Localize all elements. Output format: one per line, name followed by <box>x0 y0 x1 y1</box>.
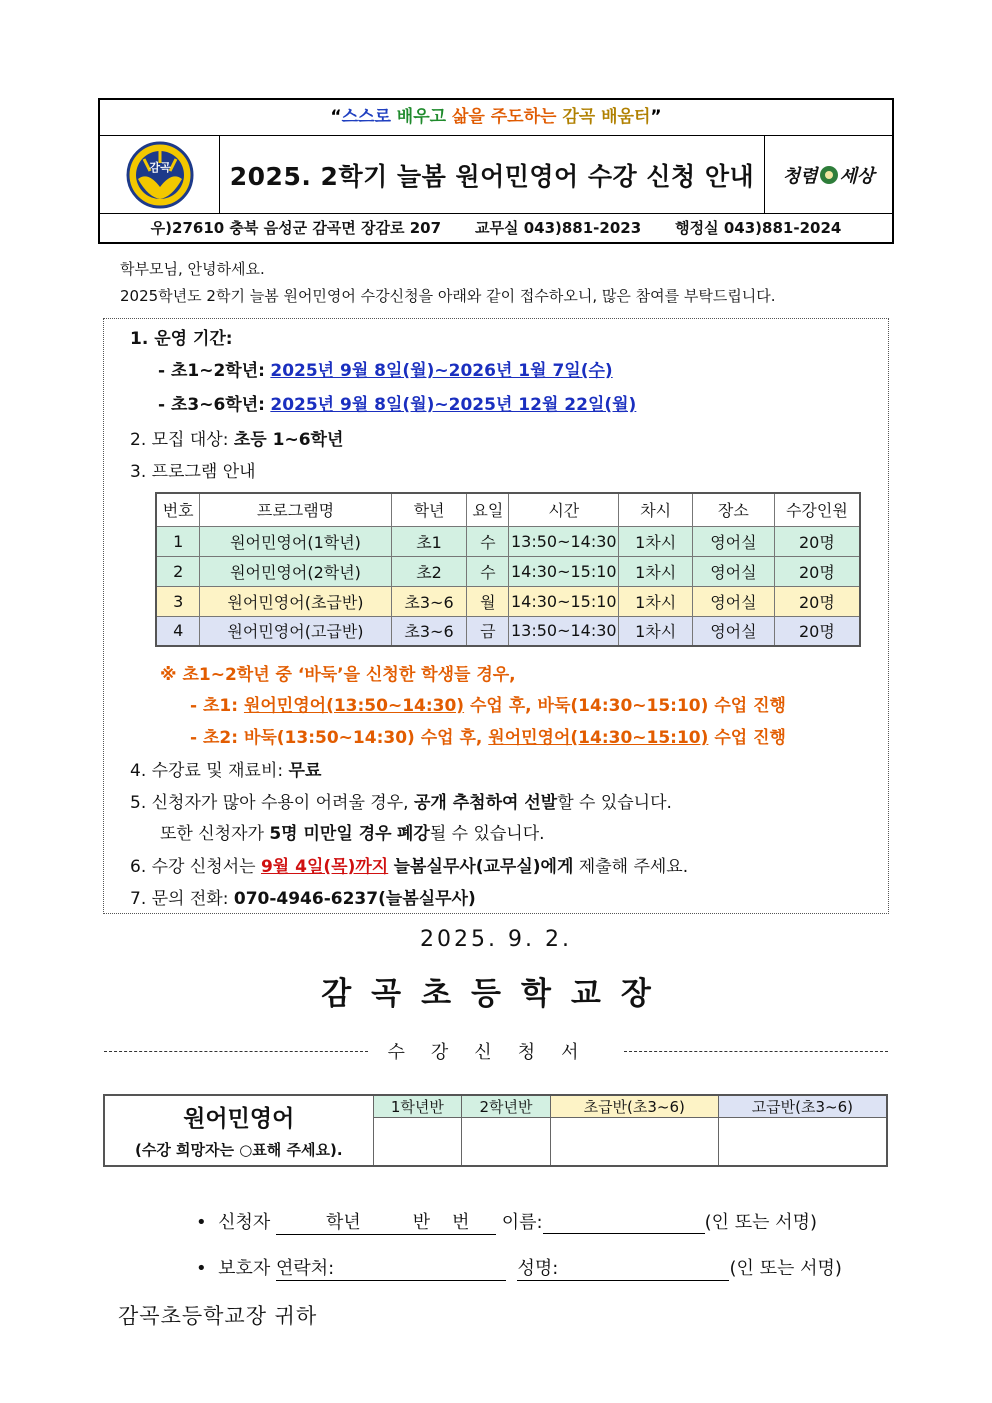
period-label: 1. 운영 기간: <box>130 329 233 349</box>
school-emblem <box>100 136 220 213</box>
integrity-flower-icon <box>818 164 840 186</box>
addressee: 감곡초등학교장 귀하 <box>118 1304 318 1328</box>
header-cell: 시간 <box>509 493 619 526</box>
guardian-contact-field[interactable]: 연락처: <box>276 1254 506 1281</box>
emblem-text: 감곡 <box>148 160 171 174</box>
application-title: 수강신청서 <box>387 1042 605 1063</box>
header-cell: 수강인원 <box>774 493 860 526</box>
period-upper-dates: 2025년 9월 8일(월)~2025년 12월 22일(월) <box>270 395 637 415</box>
period-upper: - 초3~6학년: 2025년 9월 8일(월)~2025년 12월 22일(월) <box>158 395 637 415</box>
application-separator <box>104 1038 888 1064</box>
class-checkbox-1[interactable] <box>373 1118 462 1166</box>
contact-line: 7. 문의 전화: 070-4946-6237(늘봄실무사) <box>130 889 476 909</box>
header-cell: 장소 <box>693 493 775 526</box>
program-heading: 3. 프로그램 안내 <box>130 462 256 482</box>
program-table <box>155 492 861 647</box>
table-row: 1 원어민영어(1학년) 초1 수 13:50~14:30 1차시 영어실 20명 <box>156 526 860 556</box>
greeting-line-2: 2025학년도 2학기 늘봄 원어민영어 수강신청을 아래와 같이 접수하오니, 많은 참여를 부탁드립니다. <box>120 287 776 305</box>
slogan-part: ” <box>650 107 662 127</box>
header-cell: 프로그램명 <box>200 493 391 526</box>
applicant-row: • 신청자 학년 반 번 이름: (인 또는 서명) <box>196 1208 817 1235</box>
table-header-row <box>156 493 860 526</box>
deadline-line: 6. 수강 신청서는 9월 4일(목)까지 늘봄실무사(교무실)에게 제출해 주세요. <box>130 857 689 877</box>
greeting-line-1: 학부모님, 안녕하세요. <box>120 260 265 278</box>
office-phone: 교무실 043)881-2023 <box>475 219 642 237</box>
class-header: 1학년반 <box>373 1095 462 1118</box>
slogan-part: “ <box>330 107 342 127</box>
letterhead <box>98 98 894 244</box>
subject-instruction: (수강 희망자는 ○표해 주세요). <box>134 1141 343 1160</box>
header-cell: 학년 <box>391 493 467 526</box>
baduk-note-head: ※ 초1~2학년 중 ‘바둑’을 신청한 학생들 경우, <box>160 665 516 685</box>
header-cell: 요일 <box>467 493 509 526</box>
deadline-date: 9월 4일(목)까지 <box>260 857 389 877</box>
header-cell: 차시 <box>619 493 693 526</box>
application-table <box>103 1094 888 1167</box>
class-header: 초급반(초3~6) <box>550 1095 718 1118</box>
principal-name: 감곡초등학교장 <box>321 976 671 1012</box>
guardian-row: • 보호자 연락처: 성명: (인 또는 서명) <box>196 1254 842 1281</box>
class-checkbox-3[interactable] <box>550 1118 718 1166</box>
period-lower: - 초1~2학년: 2025년 9월 8일(월)~2026년 1월 7일(수) <box>158 361 613 381</box>
subject-cell <box>104 1095 373 1166</box>
table-row: 2 원어민영어(2학년) 초2 수 14:30~15:10 1차시 영어실 20명 <box>156 556 860 586</box>
admin-phone: 행정실 043)881-2024 <box>675 219 842 237</box>
school-slogan <box>100 100 892 136</box>
cancellation-line: 또한 신청자가 5명 미만일 경우 폐강될 수 있습니다. <box>160 824 545 844</box>
target-line: 2. 모집 대상: 초등 1~6학년 <box>130 430 344 450</box>
fee-line: 4. 수강료 및 재료비: 무료 <box>130 761 322 781</box>
class-header: 고급반(초3~6) <box>718 1095 887 1118</box>
class-checkbox-2[interactable] <box>462 1118 551 1166</box>
class-header: 2학년반 <box>462 1095 551 1118</box>
class-checkbox-4[interactable] <box>718 1118 887 1166</box>
slogan-part: 배우고 <box>396 107 447 127</box>
slogan-part: 삶을 주도하는 <box>452 107 557 127</box>
applicant-grade-field[interactable]: 학년 반 번 <box>276 1208 496 1235</box>
integrity-logo <box>764 136 892 213</box>
table-row: 4 원어민영어(고급반) 초3~6 금 13:50~14:30 1차시 영어실 20명 <box>156 616 860 646</box>
integrity-logo-right: 세상 <box>839 165 875 187</box>
issue-date: 2025. 9. 2. <box>420 927 572 952</box>
baduk-note-1: - 초1: 원어민영어(13:50~14:30) 수업 후, 바둑(14:30~15:10) 수업 진행 <box>190 696 786 716</box>
integrity-logo-left: 청렴 <box>782 165 818 187</box>
table-row: 3 원어민영어(초급반) 초3~6 월 14:30~15:10 1차시 영어실 20명 <box>156 586 860 616</box>
slogan-part: 스스로 <box>341 107 391 127</box>
baduk-note-2: - 초2: 바둑(13:50~14:30) 수업 후, 원어민영어(14:30~15:10) 수업 진행 <box>190 728 786 748</box>
school-address: 우)27610 충북 음성군 감곡면 장감로 207 <box>150 219 442 237</box>
period-lower-dates: 2025년 9월 8일(월)~2026년 1월 7일(수) <box>270 361 613 381</box>
header-cell: 번호 <box>156 493 200 526</box>
applicant-name-field[interactable] <box>543 1212 705 1234</box>
subject-name: 원어민영어 <box>183 1106 295 1133</box>
selection-line: 5. 신청자가 많아 수용이 어려울 경우, 공개 추첨하여 선발할 수 있습니다. <box>130 793 672 813</box>
page-title: 2025. 2학기 늘봄 원어민영어 수강 신청 안내 <box>229 161 755 191</box>
slogan-part: 감곡 배움터 <box>562 107 651 127</box>
guardian-name-field[interactable]: 성명: <box>517 1254 729 1281</box>
